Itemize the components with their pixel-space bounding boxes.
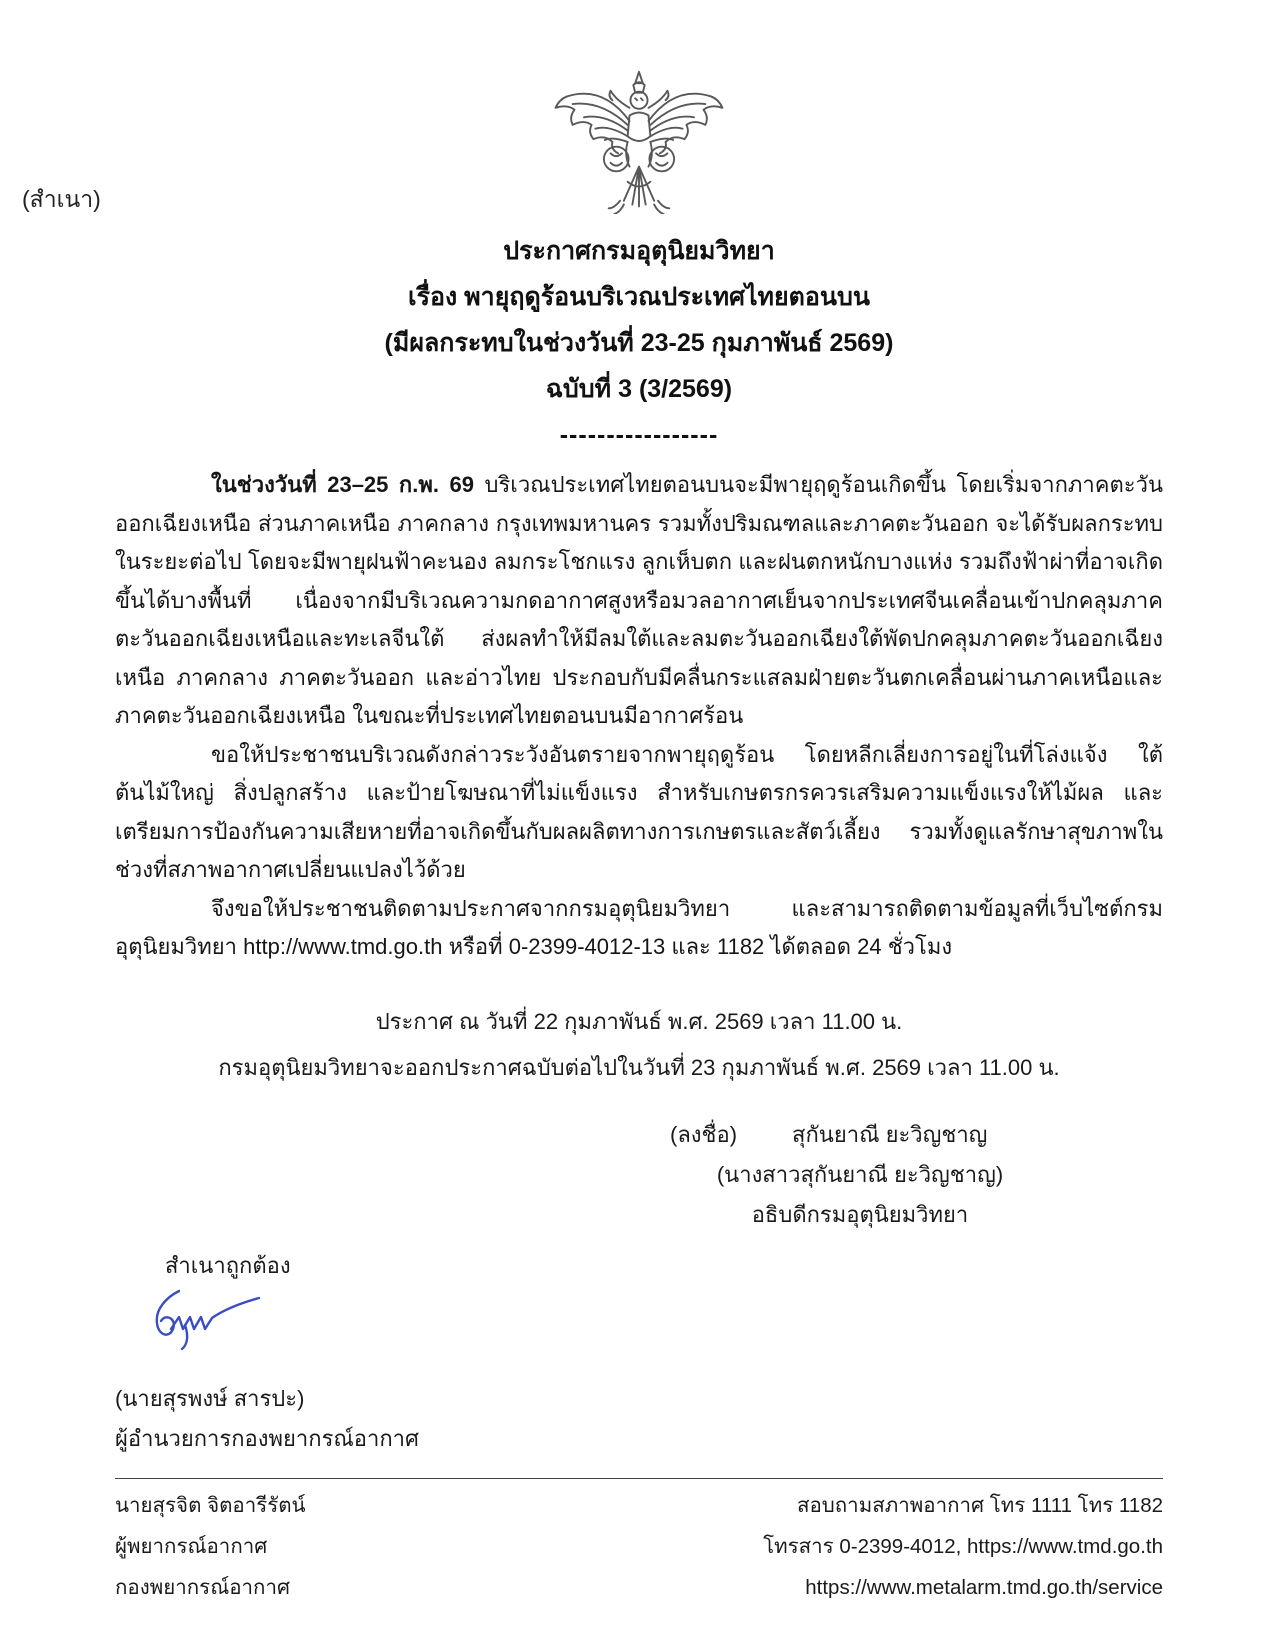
fax-and-website: โทรสาร 0-2399-4012, https://www.tmd.go.th bbox=[763, 1535, 1163, 1558]
certifier-signature bbox=[133, 1285, 1163, 1351]
certified-copy-label: สำเนาถูกต้อง bbox=[165, 1252, 291, 1278]
paragraph-1 bbox=[115, 466, 1163, 736]
issued-block bbox=[115, 999, 1163, 1091]
weather-inquiry-phone: สอบถามสภาพอากาศ โทร 1111 โทร 1182 bbox=[796, 1494, 1163, 1517]
signed-name-paren: (นางสาวสุกันยาณี ยะวิญชาญ) bbox=[716, 1161, 1004, 1187]
paragraph-3: จึงขอให้ประชาชนติดตามประกาศจากกรมอุตุนิยมวิทยา และสามารถติดตามข้อมูลที่เว็บไซต์กรมอุตุนิยมวิทยา http://www.tmd.go.th หรือที่ 0-2399-4012-13 และ 1182 ได้ตลอด 24 ชั่วโมง bbox=[115, 895, 1163, 959]
handwritten-signature-icon bbox=[133, 1285, 293, 1351]
footer-right bbox=[763, 1485, 1163, 1608]
certifier-position: ผู้อำนวยการกองพยากรณ์อากาศ bbox=[115, 1425, 420, 1451]
document-body bbox=[115, 466, 1163, 967]
signature-block bbox=[650, 1115, 1070, 1235]
garuda-emblem bbox=[115, 0, 1163, 216]
doc-effect-period: (มีผลกระทบในช่วงวันที่ 23-25 กุมภาพันธ์ 2569) bbox=[384, 329, 894, 357]
forecaster-name: นายสุรจิต จิตอารีรัตน์ bbox=[115, 1494, 306, 1517]
garuda-emblem-icon bbox=[544, 68, 734, 214]
certification-block bbox=[115, 1249, 1163, 1459]
paragraph-1-rest: บริเวณประเทศไทยตอนบนจะมีพายุฤดูร้อนเกิดขึ้น โดยเริ่มจากภาคตะวันออกเฉียงเหนือ ส่วนภาคเหนือ ภาคกลาง กรุงเทพมหานคร รวมทั้งปริมณฑลและภาคตะวันออก จะได้รับผลกระทบในระยะต่อไป โดยจะมีพายุฝนฟ้าคะนอง ลมกระโชกแรง ลูกเห็บตก และฝนตกหนักบางแห่ง รวมถึงฟ้าผ่าที่อาจเกิดขึ้นได้บางพื้นที่ เนื่องจากมีบริเวณความกดอากาศสูงหรือมวลอากาศเย็นจากประเทศจีนเคลื่อนเข้าปกคลุมภาคตะวันออกเฉียงเหนือและทะเลจีนใต้ ส่งผลทำให้มีลมใต้และลมตะวันออกเฉียงใต้พัดปกคลุมภาคตะวันออกเฉียงเหนือ ภาคกลาง ภาคตะวันออก และอ่าวไทย ประกอบกับมีคลื่นกระแสลมฝ่ายตะวันตกเคลื่อนผ่านภาคเหนือและภาคตะวันออกเฉียงเหนือ ในขณะที่ประเทศไทยตอนบนมีอากาศร้อน bbox=[115, 472, 1163, 728]
paragraph-2: ขอให้ประชาชนบริเวณดังกล่าวระวังอันตรายจากพายุฤดูร้อน โดยหลีกเลี่ยงการอยู่ในที่โล่งแจ้ง ใต้ต้นไม้ใหญ่ สิ่งปลูกสร้าง และป้ายโฆษณาที่ไม่แข็งแรง สำหรับเกษตรกรควรเสริมความแข็งแรงให้ไม้ผล และเตรียมการป้องกันความเสียหายที่อาจเกิดขึ้นกับผลผลิตทางการเกษตรและสัตว์เลี้ยง รวมทั้งดูแลรักษาสุขภาพในช่วงที่สภาพอากาศเปลี่ยนแปลงไว้ด้วย bbox=[115, 741, 1163, 882]
signed-line bbox=[650, 1115, 1070, 1155]
signer-position: อธิบดีกรมอุตุนิยมวิทยา bbox=[751, 1201, 969, 1227]
title-divider: ----------------- bbox=[559, 421, 719, 449]
signed-name: สุกันยาณี ยะวิญชาญ bbox=[792, 1121, 988, 1147]
next-issue-line: กรมอุตุนิยมวิทยาจะออกประกาศฉบับต่อไปในวันที่ 23 กุมภาพันธ์ พ.ศ. 2569 เวลา 11.00 น. bbox=[218, 1054, 1060, 1080]
paragraph-1-lead: ในช่วงวันที่ 23–25 ก.พ. 69 bbox=[211, 472, 474, 497]
issued-date-line: ประกาศ ณ วันที่ 22 กุมภาพันธ์ พ.ศ. 2569 เวลา 11.00 น. bbox=[375, 1008, 903, 1034]
certifier-name: (นายสุรพงษ์ สารปะ) bbox=[115, 1385, 305, 1411]
forecaster-division: กองพยากรณ์อากาศ bbox=[115, 1576, 290, 1599]
doc-subject: เรื่อง พายุฤดูร้อนบริเวณประเทศไทยตอนบน bbox=[408, 283, 870, 311]
page-footer bbox=[115, 1478, 1163, 1608]
forecaster-title: ผู้พยากรณ์อากาศ bbox=[115, 1535, 268, 1558]
doc-title: ประกาศกรมอุตุนิยมวิทยา bbox=[503, 237, 775, 265]
doc-issue-number: ฉบับที่ 3 (3/2569) bbox=[545, 375, 733, 403]
copy-label: (สำเนา) bbox=[22, 186, 101, 212]
title-block bbox=[115, 228, 1163, 458]
footer-left bbox=[115, 1485, 306, 1608]
signed-label: (ลงชื่อ) bbox=[670, 1121, 738, 1147]
metalarm-url: https://www.metalarm.tmd.go.th/service bbox=[805, 1576, 1163, 1599]
